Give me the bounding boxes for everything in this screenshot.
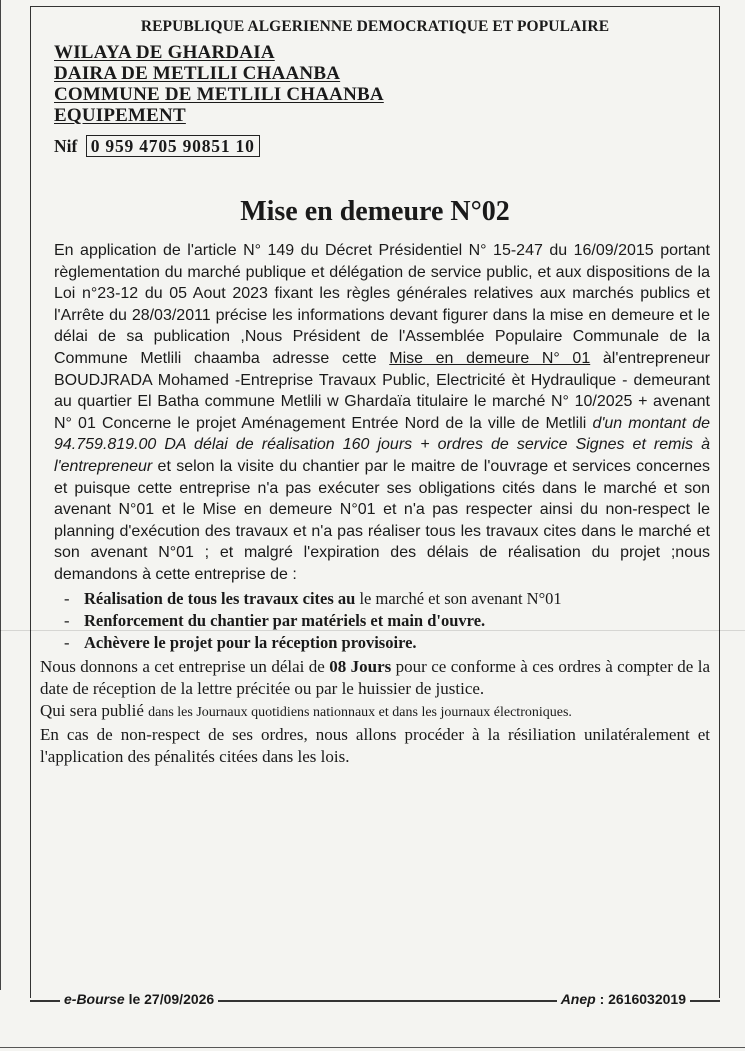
footer-source — [60, 991, 218, 1007]
task-item — [64, 588, 710, 610]
task-bold: Achèvere le projet pour la réception provisoire. — [84, 632, 417, 652]
p3-text-a: Nous donnons a cet entreprise un délai de — [40, 656, 330, 676]
footer-source-name: e-Bourse — [64, 991, 125, 1007]
document-title: Mise en demeure N°02 — [240, 196, 510, 227]
task-rest: le marché et son avenant N°01 — [355, 588, 562, 608]
footer-anep — [557, 991, 690, 1007]
main-paragraph — [40, 240, 710, 586]
notice-body — [40, 240, 710, 768]
publication-paragraph — [40, 700, 710, 724]
p1-text-c: et selon la visite du chantier par le maitre de l'ouvrage et services concernes et puisque cette entreprise n'a pas exécuter ses obligations cités dans le marché et son avenant N°01 et le Mise en demeure N°01 et n'a pas respecter ainsi du non-respect le planning d'exécution des travaux et n'a pas réaliser tous les travaux cites dans le marché et son avenant N°01 ; et malgré l'expiration des délais de réalisation du projet ;nous demandons à cette entreprise de : — [54, 457, 710, 583]
task-bold: Réalisation de tous les travaux cites au — [84, 588, 356, 608]
service-line: EQUIPEMENT — [54, 105, 186, 126]
task-list — [64, 588, 710, 654]
p1-italic-amount: d'un montant de 94.759.819.00 DA délai de réalisation 160 jours + ordres de service Signes et remis à l'entrepreneur — [54, 414, 711, 475]
p3-text-d: Qui sera publié — [40, 700, 149, 720]
p1-text-a: En application de l'article N° 149 du Décret Présidentiel N° 15-247 du 16/09/2015 portant règlementation du marché publique et délégation de service public, et aux dispositions de la Loi n°23-12 du 05 Aout 2023 fixant les règles générales relatives aux marchés publics et l'Arrête du 28/03/2011 précise les informations devant figurer dans la mise en demeure et le délai de sa publication ,Nous Président de l'Assemblée Populaire Communale de la Commune Metlili chaamba adresse cette — [54, 242, 710, 367]
left-border-line — [0, 0, 1, 990]
nif-value: 0 959 4705 90851 10 — [86, 135, 260, 157]
footer-date: le 27/09/2026 — [124, 991, 215, 1007]
nif-label: Nif — [54, 136, 78, 156]
task-item — [64, 610, 710, 632]
p1-text-b: àl'entrepreneur BOUDJRADA Mohamed -Entreprise Travaux Public, Electricité èt Hydraulique - demeurant au quartier El Batha commune Metlili w Ghardaïa titulaire le marché N° 10/2025 + avenant N° 01 Concerne le projet Aménagement Entrée Nord de la ville de Metlili — [54, 349, 710, 432]
nif-line — [54, 136, 260, 157]
penalty-paragraph: En cas de non-respect de ses ordres, nous allons procéder à la résiliation unilatéralement et l'application des pénalités citées dans les lois. — [40, 724, 710, 766]
deadline-days: 08 Jours — [329, 656, 392, 676]
commune-line: COMMUNE DE METLILI CHAANBA — [54, 84, 384, 105]
administration-block — [54, 42, 384, 126]
republic-heading: REPUBLIQUE ALGERIENNE DEMOCRATIQUE ET POPULAIRE — [140, 18, 610, 35]
wilaya-line: WILAYA DE GHARDAIA — [54, 42, 275, 63]
task-bold: Renforcement du chantier par matériels et main d'ouvre. — [84, 610, 486, 630]
p3-text-c: pour ce conforme à ces ordres à compter de la date de réception de la lettre précitée ou par le huissier de justice. — [40, 656, 710, 698]
task-item — [64, 632, 710, 654]
footer-anep-label: Anep — [560, 991, 596, 1007]
p3-text-e: dans les Journaux quotidiens nationnaux et dans les journaux électroniques. — [148, 704, 572, 720]
p1-underlined-ref: Mise en demeure N° 01 — [389, 349, 591, 367]
page-bottom-line — [0, 1047, 745, 1048]
footer-bar — [30, 990, 720, 1010]
footer-anep-value: : 2616032019 — [595, 991, 686, 1007]
daira-line: DAIRA DE METLILI CHAANBA — [54, 63, 341, 84]
deadline-paragraph — [40, 656, 710, 700]
